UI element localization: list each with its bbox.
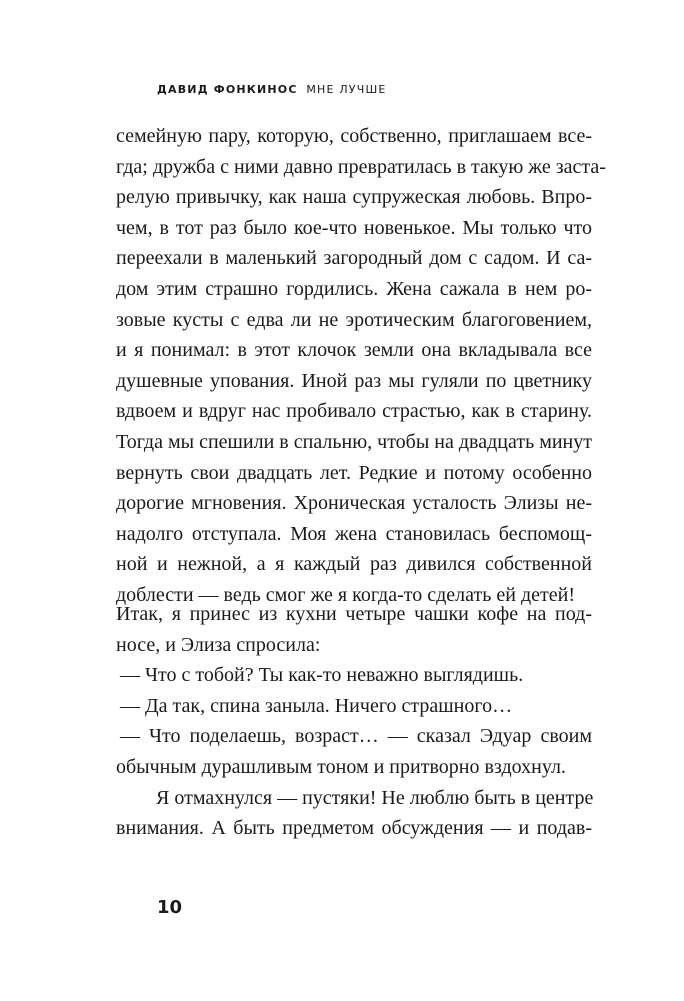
text-line: внимания. А быть предметом обсуждения — и подав- [116,817,592,840]
running-header [157,83,387,96]
text-line: обычным дурашливым тоном и притворно вздохнул. [116,755,566,778]
text-line: Тогда мы спешили в спальню, чтобы на двадцать минут [116,430,592,453]
text-line: зовые кусты с едва ли не эротическим благоговением, [116,308,592,331]
text-line: гда; дружба с ними давно превратилась в такую же заста- [116,155,606,178]
header-book-title: МНЕ ЛУЧШЕ [306,83,387,96]
dialogue-line: — Да так, спина заныла. Ничего страшного… [120,694,513,717]
page-number: 10 [157,897,183,918]
text-line: переехали в маленький загородный дом с садом. И са- [116,247,592,270]
text-line: чем, в тот раз было кое-что новенькое. Мы только что [116,216,592,239]
text-line: и я понимал: в этот клочок земли она вкладывала все [116,339,592,362]
paragraph-1 [116,121,606,611]
text-line: доблести — ведь смог же я когда-то сделать ей детей! [116,583,575,606]
text-line: ной и нежной, а я каждый раз дивился собственной [116,553,592,576]
text-line: дом этим страшно гордились. Жена сажала в нем ро- [116,277,592,300]
text-line: Итак, я принес из кухни четыре чашки кофе на под- [116,603,592,625]
dialogue-line: — Что с тобой? Ты как-то неважно выглядишь. [120,664,524,687]
header-author: ДАВИД ФОНКИНОС [157,83,298,96]
paragraph-2 [116,599,592,844]
text-line: носе, и Элиза спросила: [116,633,321,656]
text-line: дорогие мгновения. Хроническая усталость Элизы не- [116,492,592,515]
text-line: вдвоем и вдруг нас пробивало страстью, как в старину. [116,400,592,423]
dialogue-line: — Что поделаешь, возраст… — сказал Эдуар своим [120,725,592,748]
text-line: надолго отступала. Моя жена становилась беспомощ- [116,522,592,545]
text-line: вернуть свои двадцать лет. Редкие и потому особенно [116,461,592,484]
text-line: Я отмахнулся — пустяки! Не люблю быть в центре [156,786,594,809]
text-line: душевные упования. Иной раз мы гуляли по цветнику [116,369,592,392]
text-line: релую привычку, как наша супружеская любовь. Впро- [116,186,592,209]
text-line: семейную пару, которую, собственно, приглашаем все- [116,125,592,147]
